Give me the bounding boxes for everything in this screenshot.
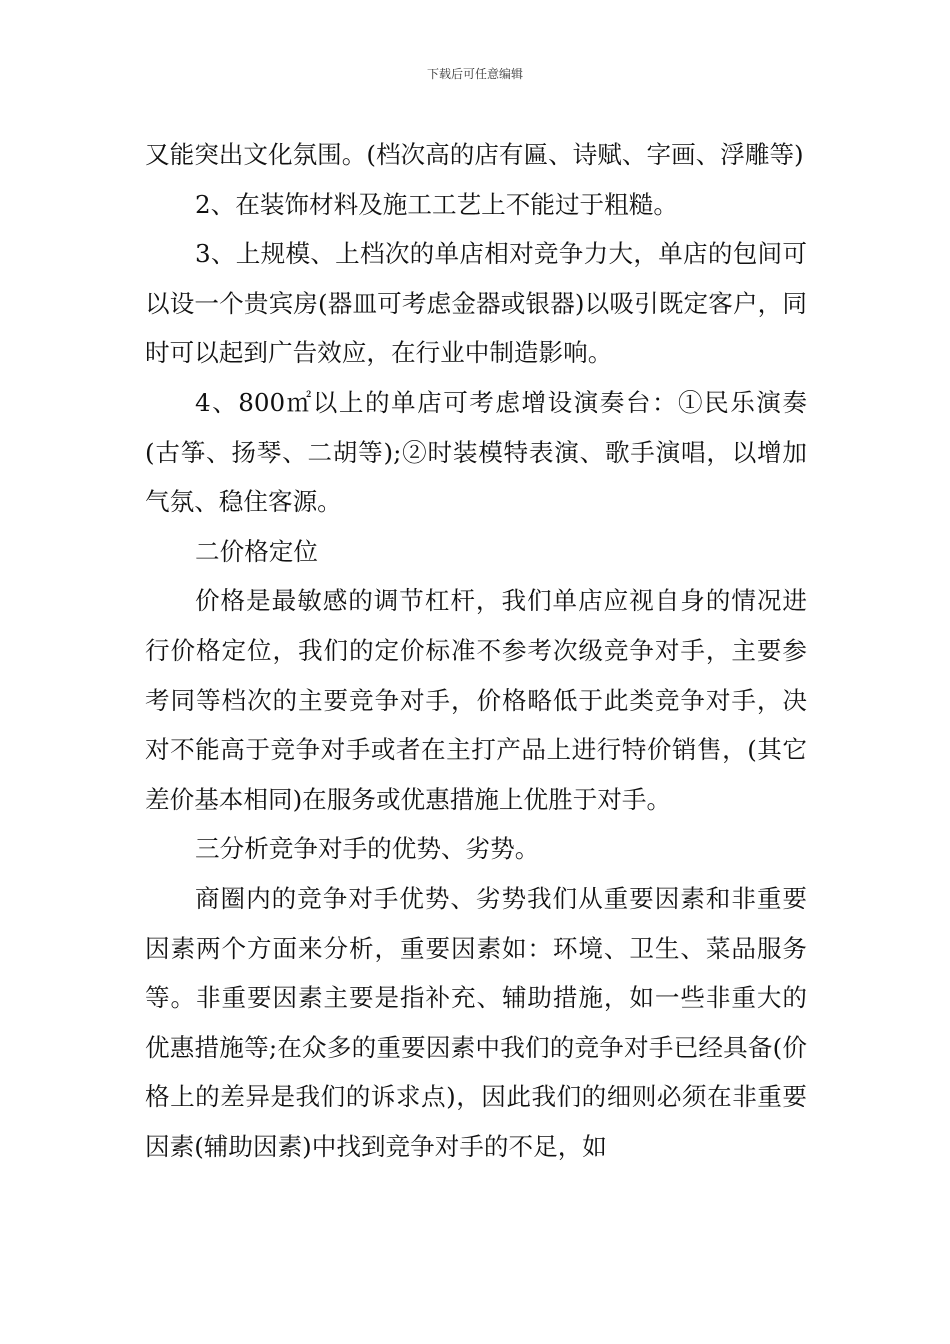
document-body xyxy=(145,130,807,1171)
paragraph-continuation: 又能突出文化氛围。(档次高的店有匾、诗赋、字画、浮雕等) xyxy=(145,140,804,169)
paragraph-item-3: 3、上规模、上档次的单店相对竞争力大，单店的包间可以设一个贵宾房(器皿可考虑金器或银器)以吸引既定客户，同时可以起到广告效应，在行业中制造影响。 xyxy=(145,239,807,368)
page-header: 下载后可任意编辑 xyxy=(426,67,523,81)
paragraph-competitor-analysis: 商圈内的竞争对手优势、劣势我们从重要因素和非重要因素两个方面来分析，重要因素如：环境、卫生、菜品服务等。非重要因素主要是指补充、辅助措施，如一些非重大的优惠措施等;在众多的重要因素中我们的竞争对手已经具备(价格上的差异是我们的诉求点)，因此我们的细则必须在非重要因素(辅助因素)中找到竞争对手的不足，如 xyxy=(145,883,807,1161)
section-heading-competitor-analysis: 三分析竞争对手的优势、劣势。 xyxy=(195,834,540,864)
paragraph-item-2: 2、在装饰材料及施工工艺上不能过于粗糙。 xyxy=(195,189,678,219)
paragraph-price-positioning: 价格是最敏感的调节杠杆，我们单店应视自身的情况进行价格定位，我们的定价标准不参考次级竞争对手，主要参考同等档次的主要竞争对手，价格略低于此类竞争对手，决对不能高于竞争对手或者在主打产品上进行特价销售，(其它差价基本相同)在服务或优惠措施上优胜于对手。 xyxy=(145,586,807,814)
section-heading-price-positioning: 二价格定位 xyxy=(195,536,318,566)
paragraph-item-4: 4、800㎡以上的单店可考虑增设演奏台：①民乐演奏(古筝、扬琴、二胡等);②时装模特表演、歌手演唱，以增加气氛、稳住客源。 xyxy=(145,387,807,517)
